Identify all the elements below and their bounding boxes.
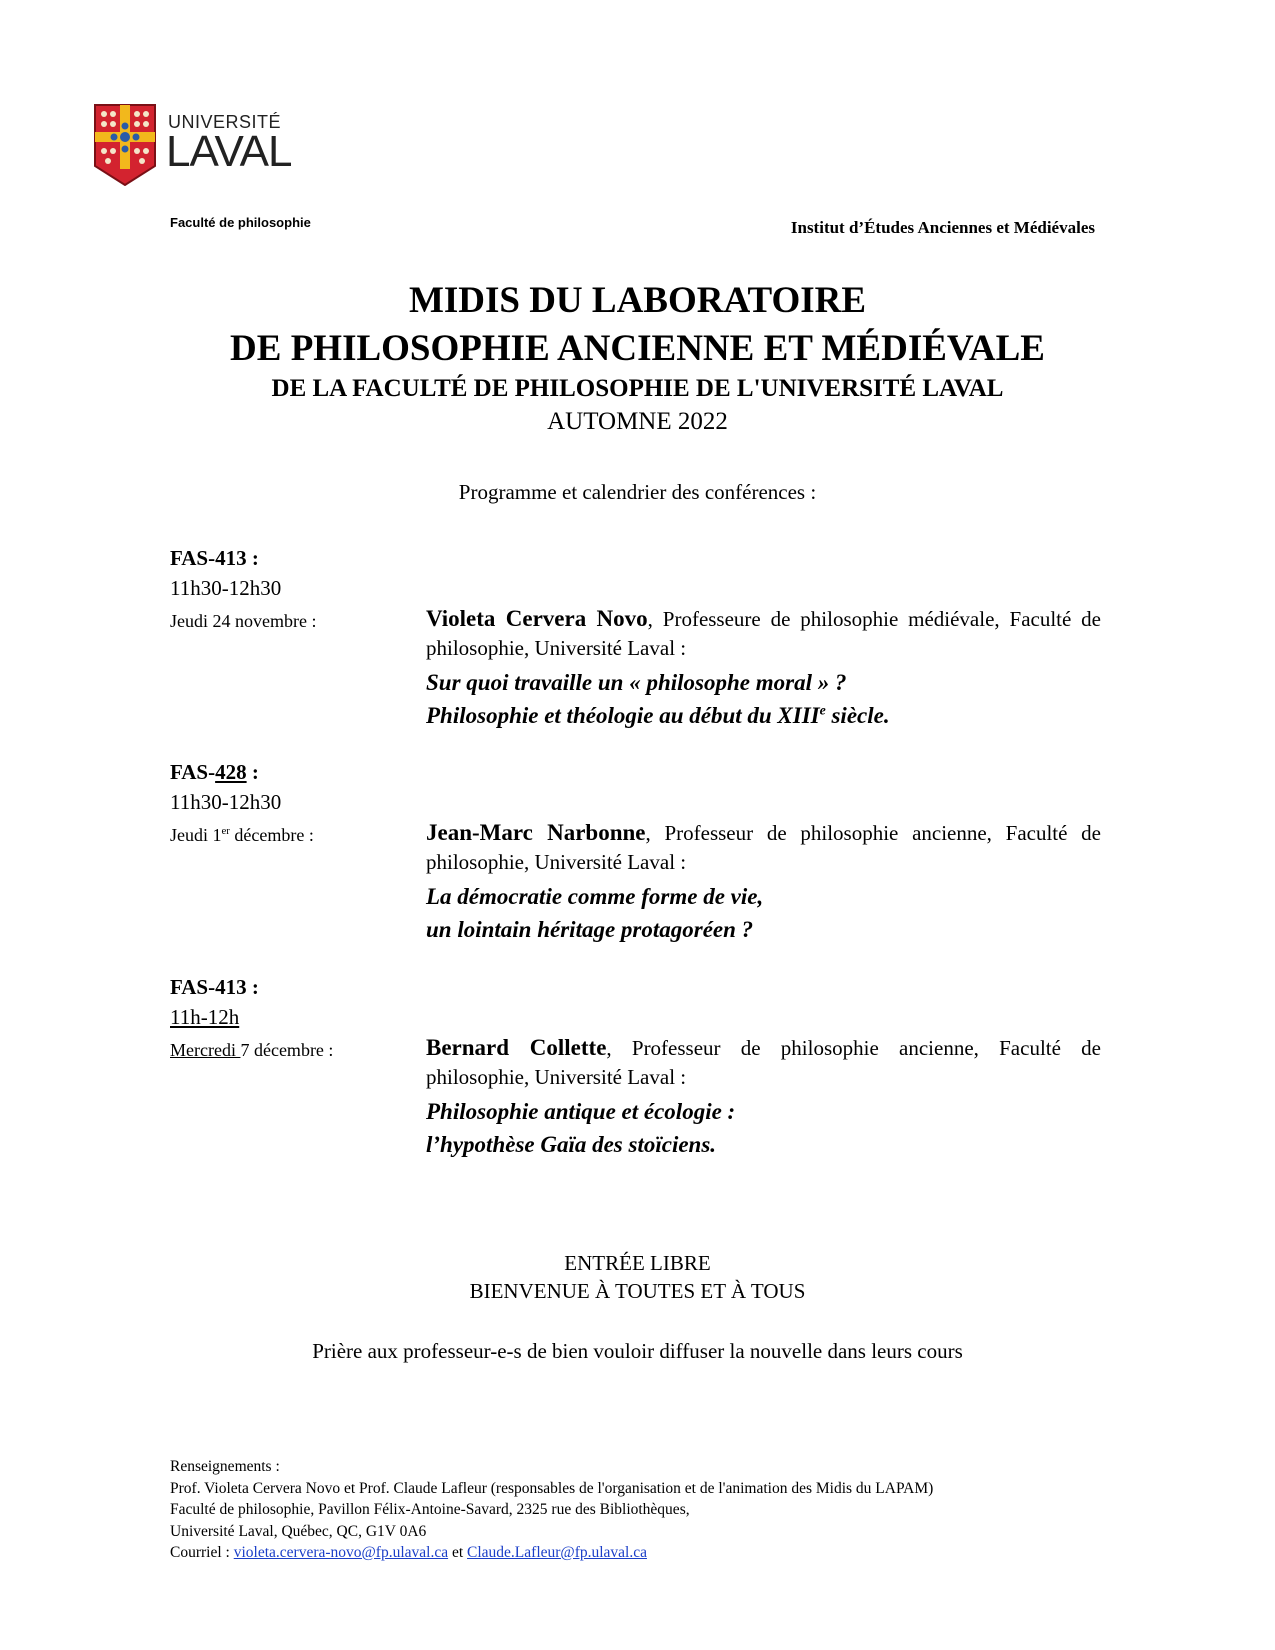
event-date: Jeudi 24 novembre : bbox=[170, 611, 317, 631]
entry-notice bbox=[0, 1249, 1275, 1305]
faculty-name: Faculté de philosophie bbox=[170, 215, 311, 230]
event-time: 11h-12h bbox=[170, 1005, 240, 1029]
talk-title: Philosophie antique et écologie : l’hypothèse Gaïa des stoïciens. bbox=[426, 1099, 736, 1157]
university-shield-icon bbox=[94, 104, 156, 186]
logo-word-universite: UNIVERSITÉ bbox=[168, 112, 282, 132]
info-label: Renseignements : bbox=[170, 1458, 280, 1475]
info-emails: Courriel : violeta.cervera-novo@fp.ulaval.ca et Claude.Lafleur@fp.ulaval.ca bbox=[170, 1544, 647, 1561]
event-description bbox=[426, 604, 1101, 663]
contact-info bbox=[170, 1456, 933, 1564]
speaker-affiliation: , Professeur de philosophie ancienne, Faculté de philosophie, Université Laval : bbox=[426, 821, 1101, 874]
event-room: FAS-428 : bbox=[170, 760, 259, 784]
title-line-3: DE LA FACULTÉ DE PHILOSOPHIE DE L'UNIVERSITÉ LAVAL bbox=[271, 375, 1004, 402]
institute-name: Institut d’Études Anciennes et Médiévales bbox=[790, 218, 1095, 237]
speaker-affiliation: , Professeure de philosophie médiévale, Faculté de philosophie, Université Laval : bbox=[426, 607, 1101, 660]
event-time: 11h30-12h30 bbox=[170, 576, 282, 600]
logo-word-laval: LAVAL bbox=[166, 127, 292, 176]
title-line-2: DE PHILOSOPHIE ANCIENNE ET MÉDIÉVALE bbox=[230, 328, 1045, 369]
season: AUTOMNE 2022 bbox=[547, 408, 728, 435]
info-city: Université Laval, Québec, QC, G1V 0A6 bbox=[170, 1522, 427, 1540]
speaker-affiliation: , Professeur de philosophie ancienne, Faculté de philosophie, Université Laval : bbox=[426, 1036, 1101, 1089]
info-address: Faculté de philosophie, Pavillon Félix-Antoine-Savard, 2325 rue des Bibliothèques, bbox=[170, 1501, 690, 1518]
talk-title: Sur quoi travaille un « philosophe moral » ? Philosophie et théologie au début du XIIIe siècle. bbox=[426, 670, 890, 728]
email-link-lafleur[interactable]: Claude.Lafleur@fp.ulaval.ca bbox=[467, 1544, 647, 1561]
email-link-cervera[interactable]: violeta.cervera-novo@fp.ulaval.ca bbox=[233, 1544, 449, 1561]
event-description bbox=[426, 818, 1101, 877]
speaker-name: Bernard Collette bbox=[426, 1035, 607, 1060]
event-date: Jeudi 1er décembre : bbox=[170, 825, 314, 845]
event-room: FAS-413 : bbox=[170, 546, 259, 570]
universite-laval-logo bbox=[94, 104, 294, 186]
programme-heading: Programme et calendrier des conférences : bbox=[458, 480, 817, 504]
welcome-all: BIENVENUE À TOUTES ET À TOUS bbox=[469, 1279, 806, 1303]
talk-title: La démocratie comme forme de vie, un lointain héritage protagoréen ? bbox=[426, 884, 764, 942]
entry-free: ENTRÉE LIBRE bbox=[564, 1251, 711, 1275]
event-date: Mercredi 7 décembre : bbox=[170, 1040, 334, 1060]
event-room: FAS-413 : bbox=[170, 975, 259, 999]
distribution-request: Prière aux professeur-e-s de bien vouloir diffuser la nouvelle dans leurs cours bbox=[312, 1339, 963, 1363]
title-line-1: MIDIS DU LABORATOIRE bbox=[408, 280, 867, 321]
event-description bbox=[426, 1033, 1101, 1092]
info-organizers: Prof. Violeta Cervera Novo et Prof. Claude Lafleur (responsables de l'organisation et de l'animation des Midis du LAPAM) bbox=[170, 1479, 934, 1497]
speaker-name: Jean-Marc Narbonne bbox=[426, 820, 646, 845]
event-time: 11h30-12h30 bbox=[170, 790, 282, 814]
speaker-name: Violeta Cervera Novo bbox=[426, 606, 648, 631]
